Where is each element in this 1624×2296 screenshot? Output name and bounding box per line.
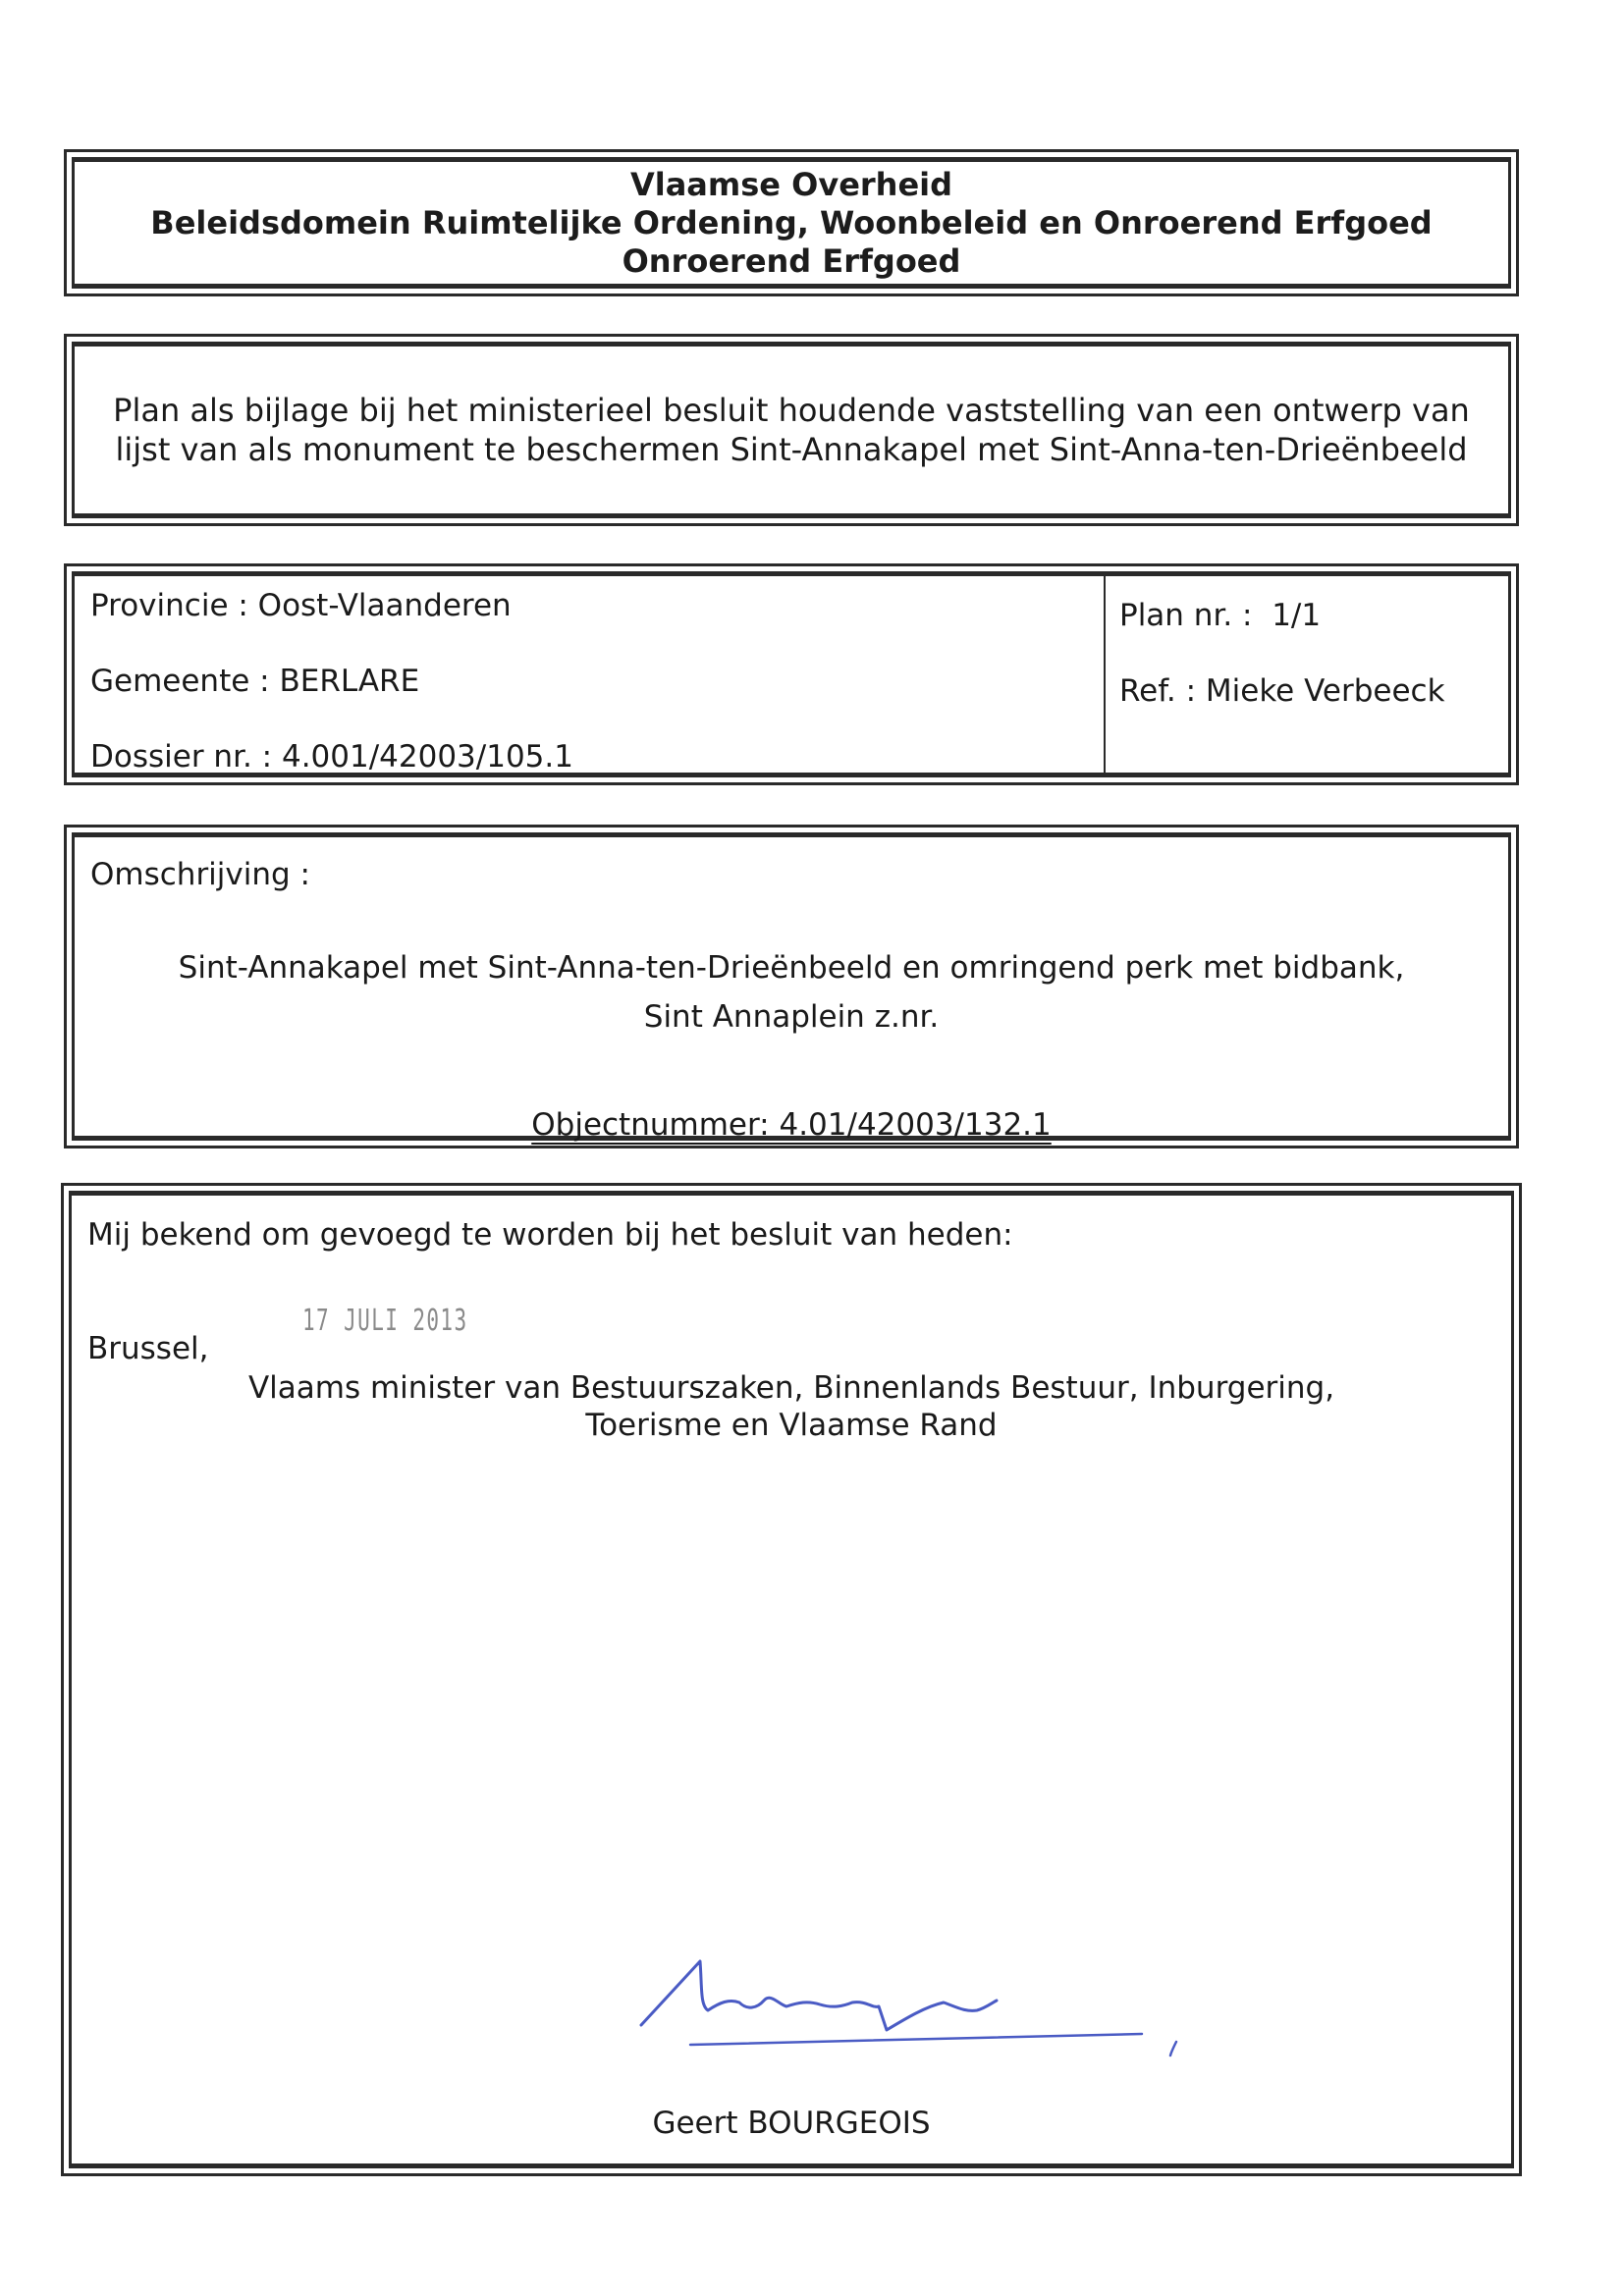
header-policy-domain: Beleidsdomein Ruimtelijke Ordening, Woonbeleid en Onroerend Erfgoed (150, 203, 1433, 241)
signature-underline (690, 2034, 1142, 2045)
minister-title-line-1: Vlaams minister van Bestuurszaken, Binnenlands Bestuur, Inburgering, (247, 1370, 1335, 1406)
header-box-inner (72, 157, 1511, 289)
header-box (64, 149, 1519, 296)
reference-field: Ref. : Mieke Verbeeck (1119, 673, 1445, 709)
city-label: Brussel, (87, 1331, 209, 1366)
description-line-2: Sint Annaplein z.nr. (643, 999, 940, 1035)
signature-box-inner (69, 1191, 1514, 2168)
gemeente-field: Gemeente : BERLARE (90, 664, 420, 699)
signature-tick (1170, 2042, 1176, 2056)
info-left-column (75, 576, 1106, 773)
plan-number-field: Plan nr. : 1/1 (1119, 598, 1322, 633)
plan-description-box (64, 334, 1519, 526)
object-number: Objectnummer: 4.01/42003/132.1 (531, 1107, 1052, 1143)
date-stamp: 17 JULI 2013 (302, 1304, 468, 1338)
acknowledgement-text: Mij bekend om gevoegd te worden bij het besluit van heden: (87, 1217, 1013, 1253)
signatory-name: Geert BOURGEOIS (652, 2106, 931, 2141)
signature-stroke-main (641, 1961, 997, 2030)
description-box (64, 825, 1519, 1148)
handwritten-signature (631, 1932, 1201, 2069)
signature-box (61, 1183, 1522, 2176)
dossier-field: Dossier nr. : 4.001/42003/105.1 (90, 739, 573, 774)
minister-title-line-2: Toerisme en Vlaamse Rand (585, 1408, 998, 1443)
plan-description-line-1: Plan als bijlage bij het ministerieel besluit houdende vaststelling van een ontwerp van (113, 392, 1470, 429)
info-box-inner (72, 571, 1511, 777)
plan-description-inner (72, 342, 1511, 518)
header-authority: Vlaamse Overheid (629, 165, 953, 203)
provincie-field: Provincie : Oost-Vlaanderen (90, 588, 512, 623)
header-agency: Onroerend Erfgoed (622, 241, 961, 280)
info-box (64, 563, 1519, 785)
description-box-inner (72, 832, 1511, 1141)
plan-description-line-2: lijst van als monument te beschermen Sint-Annakapel met Sint-Anna-ten-Drieënbeeld (115, 431, 1468, 468)
description-line-1: Sint-Annakapel met Sint-Anna-ten-Drieënbeeld en omringend perk met bidbank, (178, 950, 1405, 986)
description-label: Omschrijving : (90, 857, 310, 892)
info-right-column (1106, 576, 1508, 773)
